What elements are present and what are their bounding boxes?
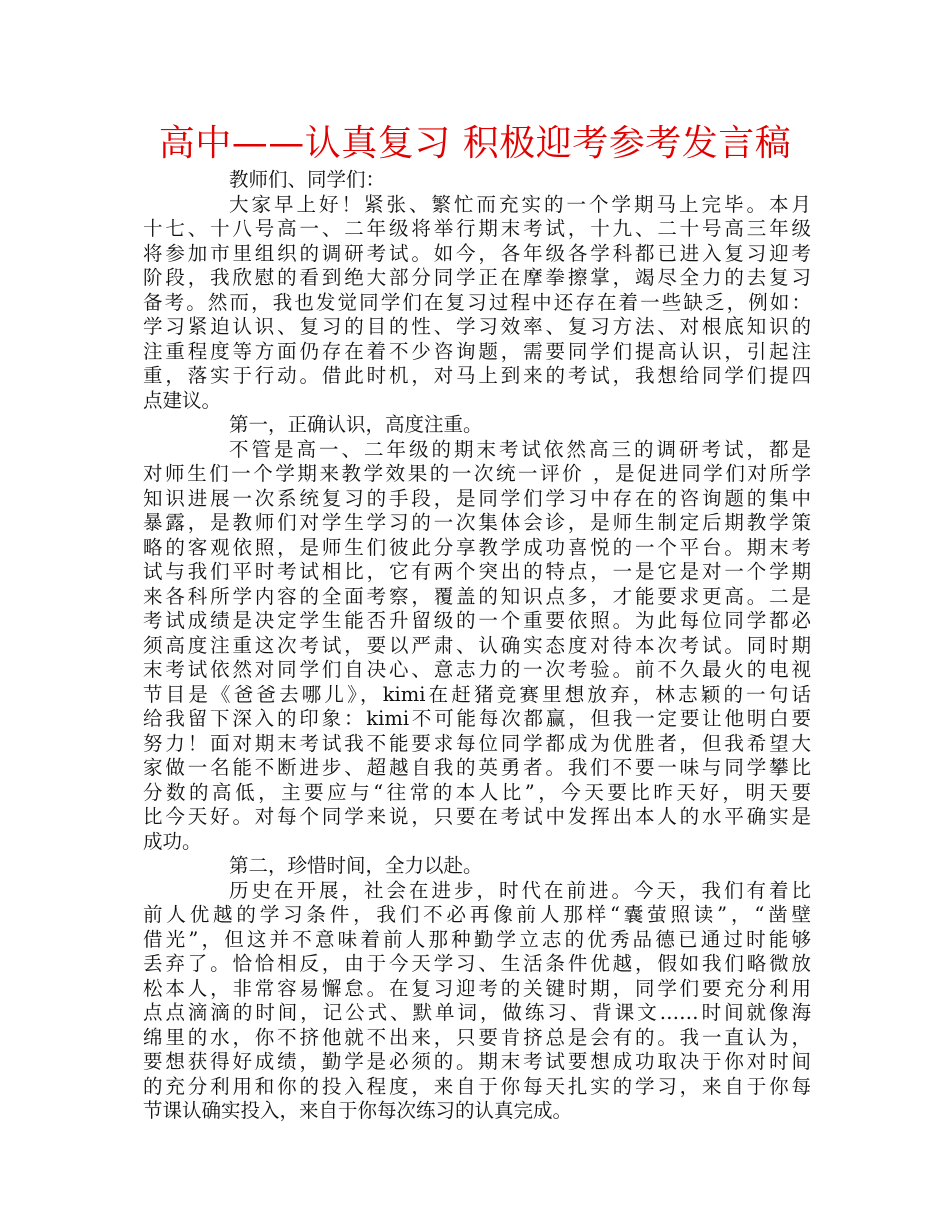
paragraph-line: 来各科所学内容的全面考察，覆盖的知识点多，才能要求更高。二是 — [143, 584, 811, 608]
paragraph-line: 知识进展一次系统复习的手段，是同学们学习中存在的咨询题的集中 — [143, 486, 811, 510]
paragraph-line: 历史在开展，社会在进步，时代在前进。今天，我们有着比 — [229, 878, 811, 902]
document-body — [143, 168, 811, 1124]
section-heading: 第二，珍惜时间，全力以赴。 — [229, 854, 483, 877]
paragraph-line: 点点滴滴的时间，记公式、默单词，做练习、背课文……时间就像海 — [143, 1001, 811, 1024]
paragraph-line: 重，落实于行动。借此时机，对马上到来的考试，我想给同学们提四 — [143, 364, 811, 387]
paragraph-line: 大家早上好！紧张、繁忙而充实的一个学期马上完毕。本月 — [229, 192, 811, 216]
salutation: 教师们、同学们： — [229, 168, 386, 191]
paragraph-line: 末考试依然对同学们自决心、意志力的一次考验。前不久最火的电视 — [143, 658, 811, 681]
paragraph-line: 要想获得好成绩，勤学是必须的。期末考试要想成功取决于你对时间 — [143, 1050, 811, 1073]
paragraph-line: 须高度注重这次考试，要以严肃、认确实态度对待本次考试。同时期 — [143, 633, 811, 657]
document-title: 高中——认真复习 积极迎考参考发言稿 — [158, 123, 792, 164]
paragraph-line: 不管是高一、二年级的期末考试依然高三的调研考试，都是 — [229, 437, 811, 461]
paragraph-line: 试与我们平时考试相比，它有两个突出的特点，一是它是对一个学期 — [143, 560, 811, 583]
paragraph-line: 的充分利用和你的投入程度，来自于你每天扎实的学习，来自于你每 — [143, 1074, 811, 1098]
paragraph-line: 绵里的水，你不挤他就不出来，只要肯挤总是会有的。我一直认为， — [143, 1025, 811, 1049]
paragraph-line: 点建议。 — [143, 388, 222, 412]
paragraph-line: 暴露，是教师们对学生学习的一次集体会诊，是师生制定后期教学策 — [143, 511, 811, 534]
paragraph-line: 学习紧迫认识、复习的目的性、学习效率、复习方法、对根底知识的 — [143, 315, 811, 338]
paragraph-line: 对师生们一个学期来教学效果的一次统一评价 ，是促进同学们对所学 — [143, 462, 811, 485]
paragraph-line: 阶段，我欣慰的看到绝大部分同学正在摩拳擦掌，竭尽全力的去复习 — [143, 266, 811, 289]
paragraph-line: 备考。然而，我也发觉同学们在复习过程中还存在着一些缺乏，例如： — [143, 290, 811, 314]
paragraph-line: 前人优越的学习条件，我们不必再像前人那样“囊萤照读”，“凿壁 — [143, 903, 811, 926]
paragraph-line: 成功。 — [143, 829, 202, 853]
paragraph-line: 注重程度等方面仍存在着不少咨询题，需要同学们提高认识，引起注 — [143, 339, 811, 363]
paragraph-line: 将参加市里组织的调研考试。如今，各年级各学科都已进入复习迎考 — [143, 241, 811, 265]
section-heading: 第一，正确认识，高度注重。 — [229, 413, 483, 436]
paragraph-line: 借光”，但这并不意味着前人那种勤学立志的优秀品德已通过时能够 — [143, 927, 811, 951]
paragraph-line: 考试成绩是决定学生能否升留级的一个重要依照。为此每位同学都必 — [143, 609, 811, 632]
paragraph-line: 节课认确实投入，来自于你每次练习的认真完成。 — [143, 1099, 573, 1122]
paragraph-line: 努力！面对期末考试我不能要求每位同学都成为优胜者，但我希望大 — [143, 731, 811, 755]
paragraph-line: 给我留下深入的印象：kimi不可能每次都赢，但我一定要让他明白要 — [143, 707, 811, 730]
paragraph-line: 比今天好。对每个同学来说，只要在考试中发挥出本人的水平确实是 — [143, 805, 811, 828]
paragraph-line: 丢弃了。恰恰相反，由于今天学习、生活条件优越，假如我们略微放 — [143, 952, 811, 975]
paragraph-line: 分数的高低，主要应与“往常的本人比”，今天要比昨天好，明天要 — [143, 780, 811, 804]
paragraph-line: 略的客观依照，是师生们彼此分享教学成功喜悦的一个平台。期末考 — [143, 535, 811, 559]
paragraph-line: 节目是《爸爸去哪儿》，kimi在赶猪竞赛里想放弃，林志颖的一句话 — [143, 682, 811, 706]
paragraph-line: 家做一名能不断进步、超越自我的英勇者。我们不要一味与同学攀比 — [143, 756, 811, 779]
paragraph-line: 松本人，非常容易懈怠。在复习迎考的关键时期，同学们要充分利用 — [143, 976, 811, 1000]
paragraph-line: 十七、十八号高一、二年级将举行期末考试，十九、二十号高三年级 — [143, 217, 811, 240]
